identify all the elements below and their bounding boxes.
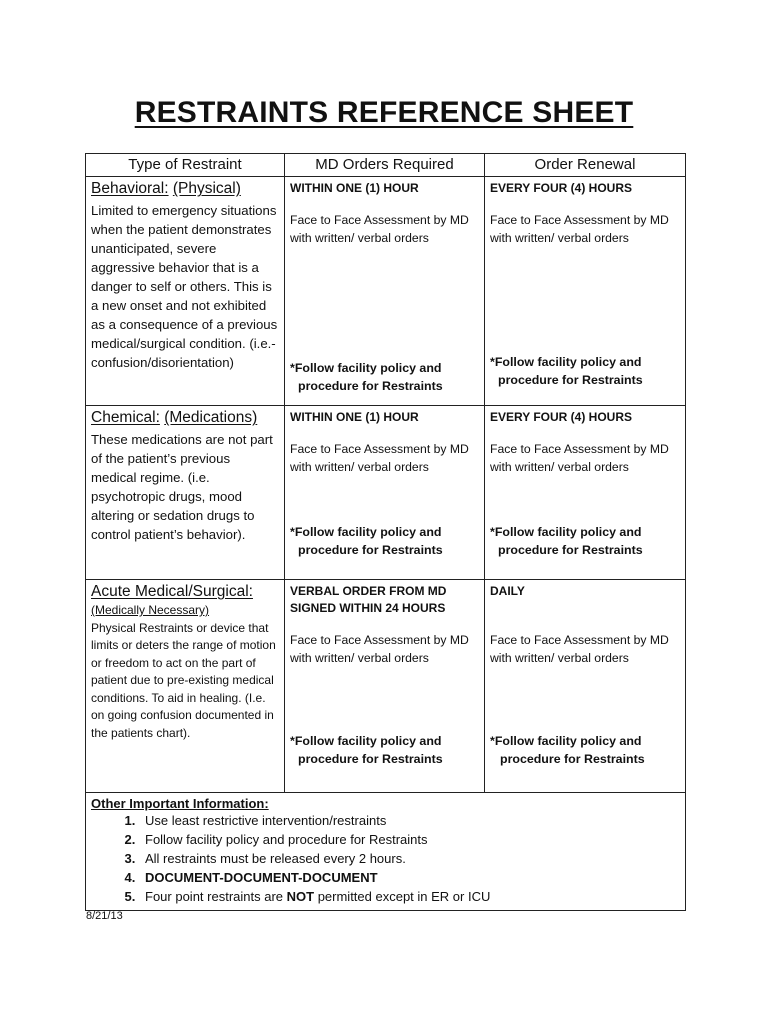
table-row (86, 406, 686, 580)
restraint-type-cell (86, 406, 285, 580)
renewal-assessment: Face to Face Assessment by MD with written/ verbal orders (490, 633, 669, 665)
table-row (86, 177, 686, 406)
md-order-assessment: Face to Face Assessment by MD with written/ verbal orders (290, 442, 469, 474)
page-title: RESTRAINTS REFERENCE SHEET (134, 96, 634, 129)
restraint-description: These medications are not part of the patient’s previous medical regime. (i.e. psychotropic drugs, mood altering or sedation drugs to control patient’s behavior). (91, 432, 273, 542)
order-renewal-cell (485, 406, 686, 580)
md-order-policy-note: *Follow facility policy and procedure for Restraints (290, 525, 443, 557)
md-order-timing: WITHIN ONE (1) HOUR (290, 181, 419, 195)
md-orders-cell (285, 406, 485, 580)
restraint-description: Physical Restraints or device that limits or deters the range of motion or freedom to act on the part of patient due to pre-existing medical conditions. To aid in healing. (I.e. on going confusion documented in the patients chart). (91, 620, 276, 740)
renewal-assessment: Face to Face Assessment by MD with written/ verbal orders (490, 442, 669, 474)
order-renewal-cell (485, 580, 686, 793)
renewal-policy-note: *Follow facility policy and procedure for Restraints (490, 355, 643, 387)
md-order-timing: WITHIN ONE (1) HOUR (290, 410, 419, 424)
renewal-policy-note: *Follow facility policy and procedure for Restraints (490, 734, 645, 766)
header-md-orders-required: MD Orders Required (285, 154, 485, 177)
list-item: 2. Follow facility policy and procedure for Restraints (139, 830, 680, 849)
md-orders-cell (285, 177, 485, 406)
md-order-policy-note: *Follow facility policy and procedure for Restraints (290, 361, 443, 393)
restraint-type-cell (86, 177, 285, 406)
md-orders-cell (285, 580, 485, 793)
md-order-policy-note: *Follow facility policy and procedure for Restraints (290, 734, 443, 766)
header-order-renewal: Order Renewal (485, 154, 686, 177)
restraint-category: Acute Medical/Surgical: (91, 583, 253, 600)
document-date: 8/21/13 (86, 910, 123, 922)
list-item: 3. All restraints must be released every 2 hours. (139, 849, 680, 868)
restraint-subcategory: (Medically Necessary) (91, 603, 210, 617)
header-type-of-restraint: Type of Restraint (86, 154, 285, 177)
restraint-type-cell (86, 580, 285, 793)
renewal-policy-note: *Follow facility policy and procedure for Restraints (490, 525, 643, 557)
other-info-cell (86, 793, 686, 911)
renewal-timing: EVERY FOUR (4) HOURS (490, 410, 633, 424)
order-renewal-cell (485, 177, 686, 406)
restraint-category: Behavioral: (Physical) (91, 180, 241, 197)
md-order-timing: VERBAL ORDER FROM MD SIGNED WITHIN 24 HOURS (290, 584, 447, 615)
restraint-category: Chemical: (Medications) (91, 409, 258, 426)
table-row (86, 580, 686, 793)
restraints-table (85, 153, 686, 911)
other-info-heading: Other Important Information: (91, 796, 269, 811)
list-item: 4. DOCUMENT-DOCUMENT-DOCUMENT (139, 868, 680, 887)
list-item: 1. Use least restrictive intervention/restraints (139, 811, 680, 830)
renewal-timing: EVERY FOUR (4) HOURS (490, 181, 633, 195)
renewal-assessment: Face to Face Assessment by MD with written/ verbal orders (490, 213, 669, 245)
other-info-list (91, 811, 680, 906)
md-order-assessment: Face to Face Assessment by MD with written/ verbal orders (290, 633, 469, 665)
list-item: 5. Four point restraints are NOT permitted except in ER or ICU (139, 887, 680, 906)
table-header-row (86, 154, 686, 177)
md-order-assessment: Face to Face Assessment by MD with written/ verbal orders (290, 213, 469, 245)
renewal-timing: DAILY (490, 584, 525, 598)
restraint-description: Limited to emergency situations when the patient demonstrates unanticipated, severe aggressive behavior that is a danger to self or others. This is a new onset and not exhibited as a consequence of a previous medical/surgical condition. (i.e.-confusion/disorientation) (91, 203, 278, 370)
other-info-row (86, 793, 686, 911)
